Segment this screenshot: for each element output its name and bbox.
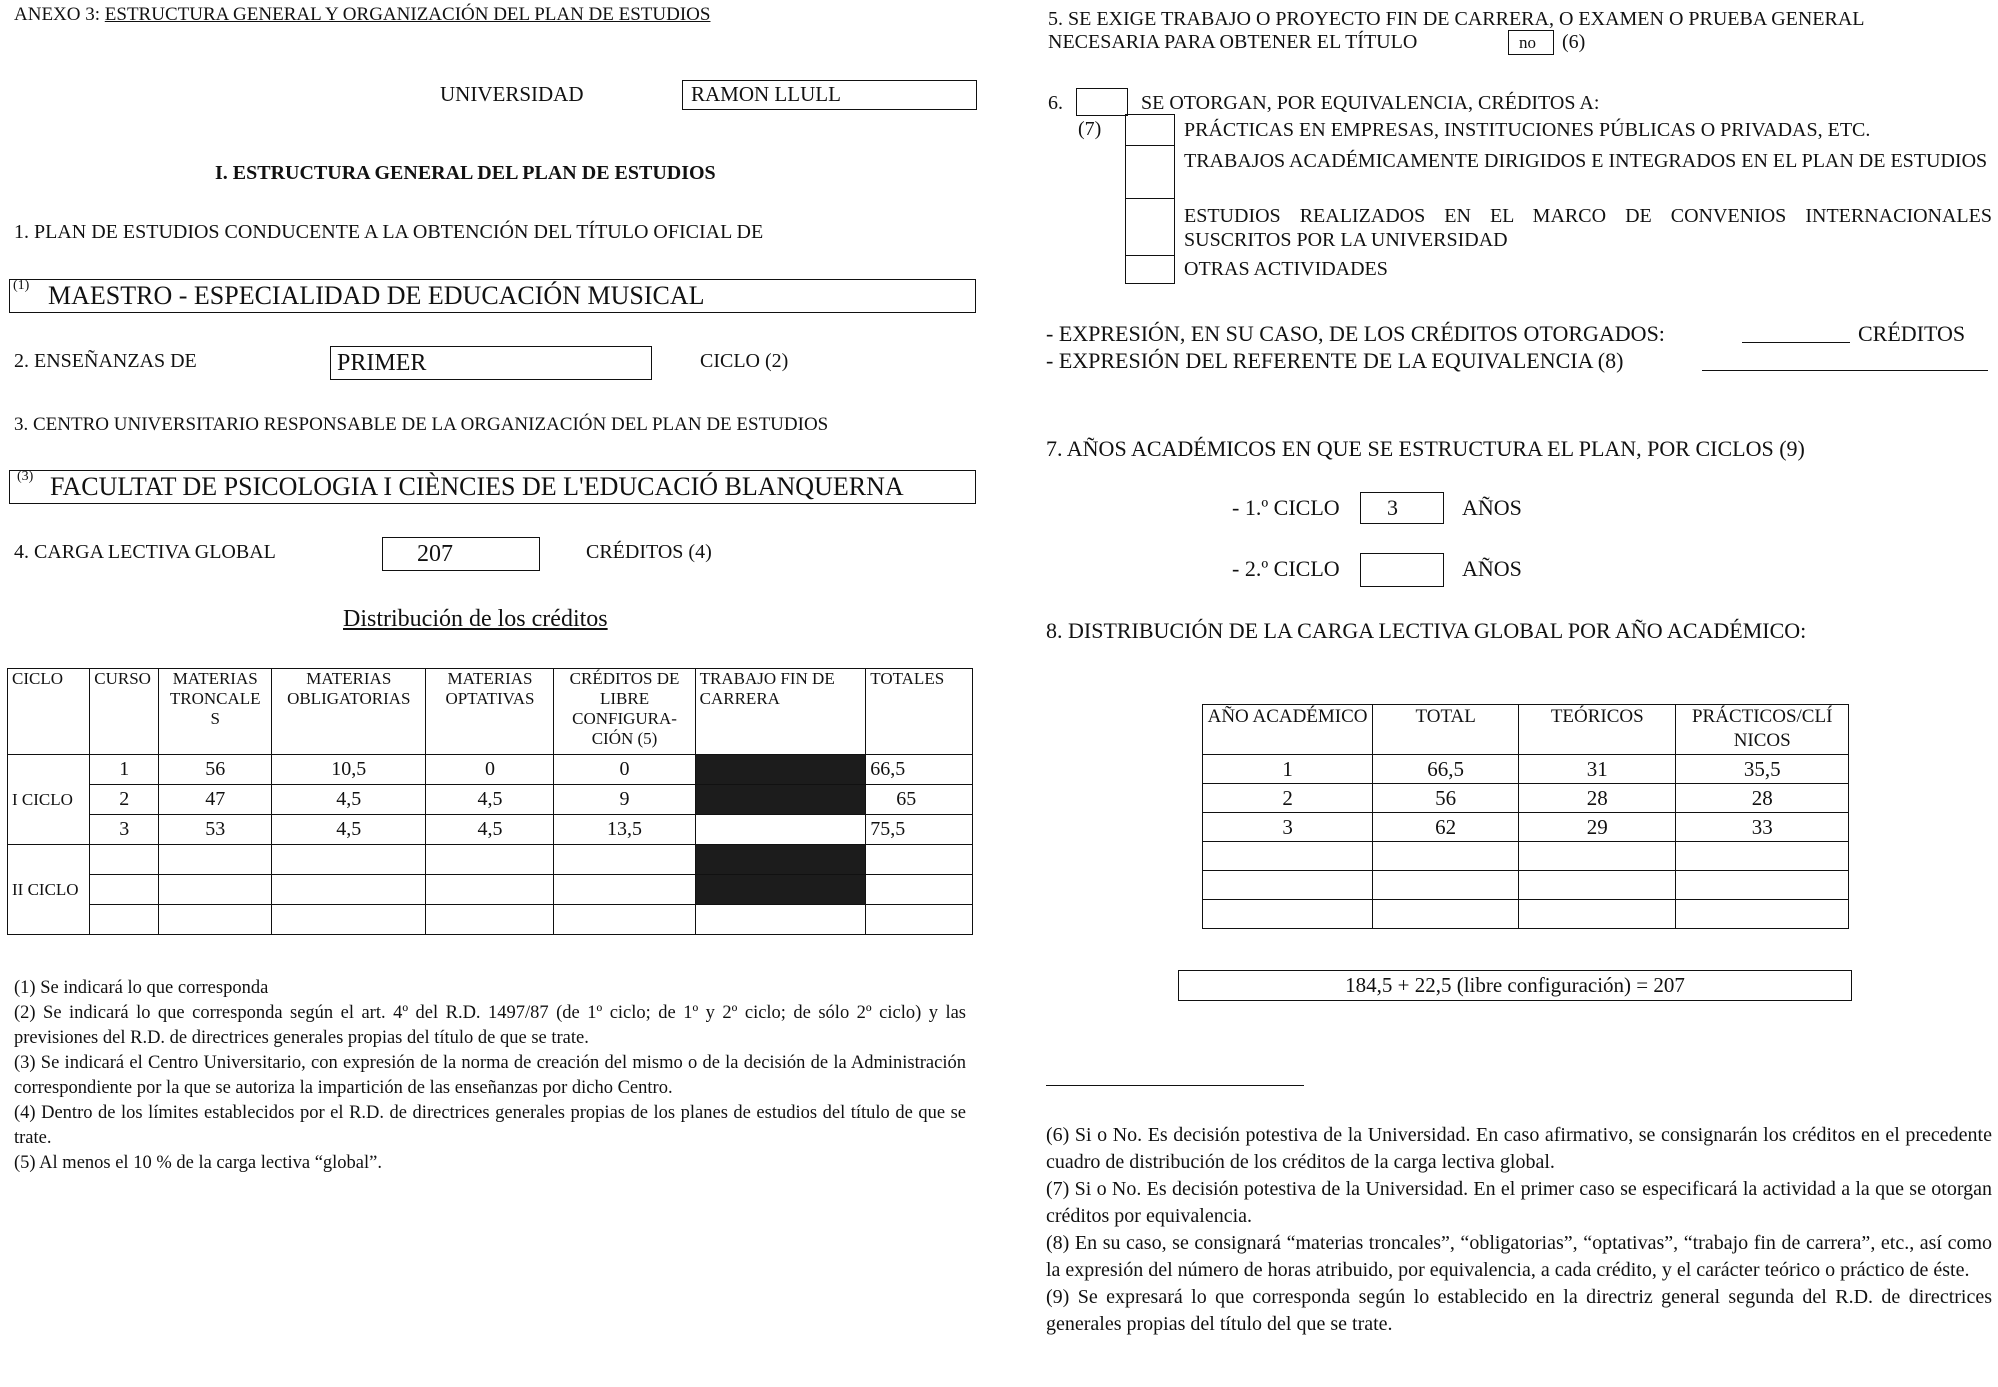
option-otras: OTRAS ACTIVIDADES [1184,258,1388,280]
cell-totales [866,845,973,875]
footnotes-right [1046,1122,1992,1338]
year-row-6 [1203,900,1849,929]
footnote-9: (9) Se expresará lo que corresponda según lo establecido en la directriz general segunda del R.D. de directrices generales propias del título del que se trate. [1046,1286,1992,1335]
footnote-2: (2) Se indicará lo que corresponda según el art. 4º del R.D. 1497/87 (de 1º ciclo; de 1º y 2º ciclo; de sólo 2º ciclo) y las previsiones del R.D. de directrices generales propias del título de que se trate. [14,1003,966,1048]
item6-label: SE OTORGAN, POR EQUIVALENCIA, CRÉDITOS A: [1141,92,1600,114]
credits-row-1 [8,755,973,785]
ensenanzas-value: PRIMER [337,350,427,376]
ciclo2-label: - 2.º CICLO [1232,556,1340,581]
cell-libre [554,845,695,875]
item2-label: 2. ENSEÑANZAS DE [14,350,197,372]
carga-field [382,537,540,571]
item5-note: (6) [1562,31,1586,53]
col-total: TOTAL [1373,705,1519,755]
year-row-2 [1203,784,1849,813]
footnote-3: (3) Se indicará el Centro Universitario, con expresión de la norma de creación del mismo o de la decisión de la Administración correspondiente por la que se autoriza la impartición de las enseñanzas por dicho Centro. [14,1053,966,1098]
universidad-label: UNIVERSIDAD [440,82,584,106]
ciclo-i-label: I CICLO [8,755,90,845]
option-convenios: ESTUDIOS REALIZADOS EN EL MARCO DE CONVENIOS INTERNACIONALES SUSCRITOS POR LA UNIVERSIDAD [1184,205,1992,251]
anexo-heading [14,4,710,26]
ciclo1-value: 3 [1387,495,1398,520]
universidad-field [682,80,977,110]
cell-total: 56 [1373,784,1519,813]
dist-title: Distribución de los créditos [343,606,608,632]
year-row-5 [1203,871,1849,900]
cell-optativas: 4,5 [426,815,554,845]
ciclo2-field [1360,553,1444,587]
col-ciclo: CICLO [8,669,90,755]
centro-value: FACULTAT DE PSICOLOGIA I CIÈNCIES DE L'EDUCACIÓ BLANQUERNA [50,472,904,501]
option-checkbox-otras[interactable] [1125,255,1175,284]
credits-row-5 [8,875,973,905]
section-title: I. ESTRUCTURA GENERAL DEL PLAN DE ESTUDIOS [215,162,716,184]
cell-obligatorias: 10,5 [272,755,426,785]
cell-obligatorias: 4,5 [272,815,426,845]
carga-value: 207 [417,541,453,567]
titulo-field [9,279,976,313]
footnotes-left [14,976,966,1176]
cell-practicos: 33 [1676,813,1849,842]
item8-label: 8. DISTRIBUCIÓN DE LA CARGA LECTIVA GLOBAL POR AÑO ACADÉMICO: [1046,618,1807,643]
col-obligatorias: MATERIAS OBLIGATORIAS [272,669,426,755]
col-totales: TOTALES [866,669,973,755]
cell-curso [90,905,159,935]
item1-label: 1. PLAN DE ESTUDIOS CONDUCENTE A LA OBTENCIÓN DEL TÍTULO OFICIAL DE [14,221,764,243]
cell-optativas: 0 [426,755,554,785]
cell-libre: 13,5 [554,815,695,845]
summary-text: 184,5 + 22,5 (libre configuración) = 207 [1345,973,1685,997]
option-practicas: PRÁCTICAS EN EMPRESAS, INSTITUCIONES PÚBLICAS O PRIVADAS, ETC. [1184,119,1871,141]
note-1: (1) [13,278,30,293]
option-checkbox-convenios[interactable] [1125,198,1175,256]
cell-troncales [159,905,272,935]
cell-obligatorias [272,845,426,875]
credits-row-2 [8,785,973,815]
cell-ano: 3 [1203,813,1373,842]
cell-optativas [426,845,554,875]
year-table [1202,704,1849,929]
note-3: (3) [17,469,34,484]
cell-ano: 1 [1203,755,1373,784]
item4-label: 4. CARGA LECTIVA GLOBAL [14,541,276,563]
cell-curso: 2 [90,785,159,815]
cell-optativas [426,905,554,935]
cell-totales: 66,5 [866,755,973,785]
item3-label: 3. CENTRO UNIVERSITARIO RESPONSABLE DE LA ORGANIZACIÓN DEL PLAN DE ESTUDIOS [14,414,829,435]
ciclo1-field [1360,492,1444,524]
cell-troncales: 47 [159,785,272,815]
col-optativas: MATERIAS OPTATIVAS [426,669,554,755]
credits-row-6 [8,905,973,935]
col-troncales: MATERIAS TRONCALE S [159,669,272,755]
cell-trabajo [695,815,866,845]
item5-field [1508,30,1554,55]
option-checkbox-practicas[interactable] [1125,114,1175,146]
summary-box [1178,970,1852,1001]
item4-suffix: CRÉDITOS (4) [586,541,712,563]
cell-teoricos: 28 [1519,784,1676,813]
year-row-3 [1203,813,1849,842]
cell-total: 66,5 [1373,755,1519,784]
cell-curso: 1 [90,755,159,785]
item2-suffix: CICLO (2) [700,350,789,372]
footnote-6: (6) Si o No. Es decisión potestiva de la Universidad. En caso afirmativo, se consignarán los créditos en el precedente cuadro de distribución de los créditos de la carga lectiva global. [1046,1124,1992,1173]
cell-troncales: 56 [159,755,272,785]
credits-row-3 [8,815,973,845]
cell-curso [90,845,159,875]
option-trabajos: TRABAJOS ACADÉMICAMENTE DIRIGIDOS E INTEGRADOS EN EL PLAN DE ESTUDIOS [1184,150,1988,172]
anexo-prefix: ANEXO 3: [14,4,105,25]
cell-libre: 9 [554,785,695,815]
ciclo1-unit: AÑOS [1462,495,1522,520]
cell-troncales [159,845,272,875]
expr1-blank[interactable] [1742,342,1850,343]
year-header-row [1203,705,1849,755]
cell-trabajo [695,905,866,935]
ensenanzas-field [330,346,652,380]
col-teoricos: TEÓRICOS [1519,705,1676,755]
cell-trabajo-shaded [695,785,866,815]
year-row-4 [1203,842,1849,871]
year-row-1 [1203,755,1849,784]
anexo-title: ESTRUCTURA GENERAL Y ORGANIZACIÓN DEL PLAN DE ESTUDIOS [104,4,711,25]
centro-field [9,470,976,504]
cell-obligatorias: 4,5 [272,785,426,815]
cell-trabajo-shaded [695,755,866,785]
cell-totales: 65 [866,785,973,815]
cell-totales [866,905,973,935]
cell-totales: 75,5 [866,815,973,845]
item5-value: no [1519,33,1536,52]
credits-header-row [8,669,973,755]
cell-practicos: 28 [1676,784,1849,813]
expr1-suffix: CRÉDITOS [1858,321,1966,346]
cell-total: 62 [1373,813,1519,842]
ciclo1-label: - 1.º CICLO [1232,495,1340,520]
expr1-label: - EXPRESIÓN, EN SU CASO, DE LOS CRÉDITOS OTORGADOS: [1046,321,1665,346]
cell-trabajo-shaded [695,845,866,875]
cell-troncales [159,875,272,905]
option-checkbox-trabajos[interactable] [1125,145,1175,199]
cell-obligatorias [272,905,426,935]
cell-teoricos: 29 [1519,813,1676,842]
expr2-label: - EXPRESIÓN DEL REFERENTE DE LA EQUIVALENCIA (8) [1046,348,1624,373]
col-trabajo: TRABAJO FIN DE CARRERA [695,669,866,755]
footnote-1: (1) Se indicará lo que corresponda [14,978,269,998]
cell-curso: 3 [90,815,159,845]
footnote-separator [1046,1085,1304,1086]
ciclo-ii-label: II CICLO [8,845,90,935]
universidad-value: RAMON LLULL [691,82,841,106]
cell-libre [554,905,695,935]
cell-curso [90,875,159,905]
footnote-8: (8) En su caso, se consignará “materias troncales”, “obligatorias”, “optativas”, “trabajo fin de carrera”, etc., así como la expresión del número de horas atribuido, por equivalencia, a cada crédito, y el carácter teórico o práctico de éste. [1046,1232,1992,1281]
col-libre: CRÉDITOS DE LIBRE CONFIGURA-CIÓN (5) [554,669,695,755]
titulo-value: MAESTRO - ESPECIALIDAD DE EDUCACIÓN MUSICAL [48,281,705,310]
credits-table [7,668,973,935]
item6-note: (7) [1078,118,1102,140]
footnote-4: (4) Dentro de los límites establecidos por el R.D. de directrices generales propias de los planes de estudios del título de que se trate. [14,1103,966,1148]
cell-teoricos: 31 [1519,755,1676,784]
footnote-5: (5) Al menos el 10 % de la carga lectiva “global”. [14,1153,382,1173]
cell-trabajo-shaded [695,875,866,905]
footnote-7: (7) Si o No. Es decisión potestiva de la Universidad. En el primer caso se especificará la actividad a la que se otorgan créditos por equivalencia. [1046,1178,1992,1227]
item5-line2: NECESARIA PARA OBTENER EL TÍTULO [1048,31,1418,53]
cell-obligatorias [272,875,426,905]
cell-troncales: 53 [159,815,272,845]
item5-line1: 5. SE EXIGE TRABAJO O PROYECTO FIN DE CARRERA, O EXAMEN O PRUEBA GENERAL [1048,8,1865,30]
item7-label: 7. AÑOS ACADÉMICOS EN QUE SE ESTRUCTURA EL PLAN, POR CICLOS (9) [1046,436,1805,461]
item6-num: 6. [1048,92,1063,114]
cell-practicos: 35,5 [1676,755,1849,784]
ciclo2-unit: AÑOS [1462,556,1522,581]
col-curso: CURSO [90,669,159,755]
cell-optativas [426,875,554,905]
cell-libre: 0 [554,755,695,785]
cell-libre [554,875,695,905]
credits-row-4 [8,845,973,875]
cell-ano: 2 [1203,784,1373,813]
expr2-blank[interactable] [1702,370,1988,371]
cell-optativas: 4,5 [426,785,554,815]
col-practicos: PRÁCTICOS/CLÍ NICOS [1676,705,1849,755]
item6-checkbox[interactable] [1076,88,1128,116]
cell-totales [866,875,973,905]
col-ano: AÑO ACADÉMICO [1203,705,1373,755]
